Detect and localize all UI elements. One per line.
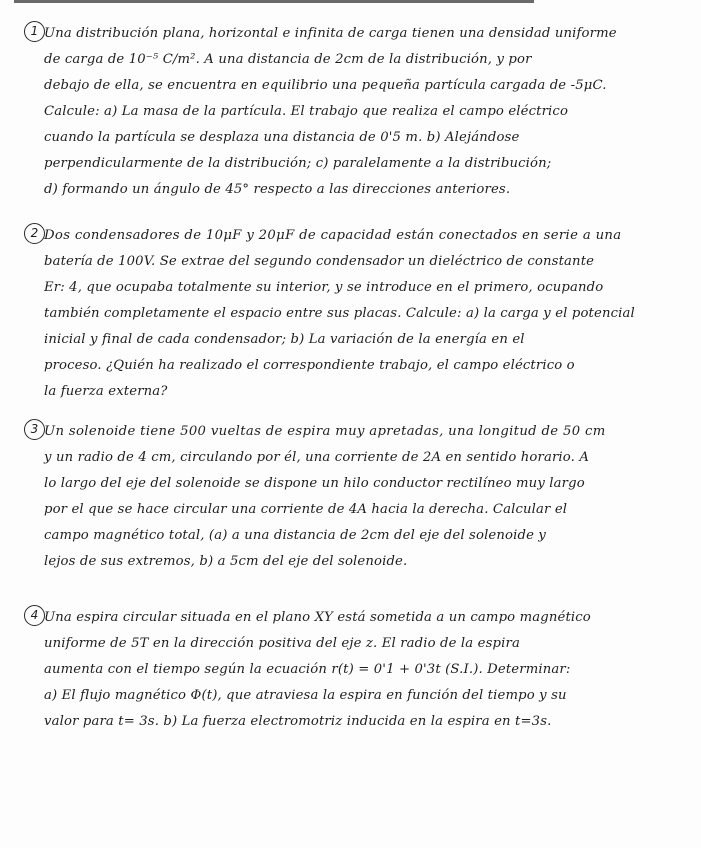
- problem-line: Dos condensadores de 10μF y 20μF de capacidad están conectados en serie a una: [44, 228, 622, 243]
- problem-4: [30, 605, 684, 735]
- problem-line: perpendicularmente de la distribución; c) paralelamente a la distribución;: [44, 156, 552, 171]
- problem-line: por el que se hace circular una corriente de 4A hacia la derecha. Calcular el: [44, 502, 568, 517]
- problem-line: valor para t= 3s. b) La fuerza electromotriz inducida en la espira en t=3s.: [44, 714, 552, 729]
- problem-line: aumenta con el tiempo según la ecuación r(t) = 0'1 + 0'3t (S.I.). Determinar:: [44, 662, 571, 677]
- problem-line: lejos de sus extremos, b) a 5cm del eje del solenoide.: [44, 554, 408, 569]
- problem-number: 1: [24, 21, 45, 42]
- problem-line: inicial y final de cada condensador; b) La variación de la energía en el: [44, 332, 525, 347]
- problem-line: debajo de ella, se encuentra en equilibrio una pequeña partícula cargada de -5μC.: [44, 78, 607, 93]
- problem-number: 4: [24, 605, 45, 626]
- problem-number: 2: [24, 223, 45, 244]
- problem-number: 3: [24, 419, 45, 440]
- problem-line: la fuerza externa?: [44, 384, 168, 399]
- problem-line: y un radio de 4 cm, circulando por él, una corriente de 2A en sentido horario. A: [44, 450, 589, 465]
- problem-line: uniforme de 5T en la dirección positiva del eje z. El radio de la espira: [44, 636, 520, 651]
- problem-3: [30, 419, 684, 575]
- problem-line: batería de 100V. Se extrae del segundo condensador un dieléctrico de constante: [44, 254, 595, 269]
- problem-line: a) El flujo magnético Φ(t), que atraviesa la espira en función del tiempo y su: [44, 688, 567, 703]
- problem-line: campo magnético total, (a) a una distancia de 2cm del eje del solenoide y: [44, 528, 546, 543]
- top-rule: [14, 0, 534, 3]
- problem-line: también completamente el espacio entre sus placas. Calcule: a) la carga y el potencial: [44, 306, 635, 321]
- problem-line: proceso. ¿Quién ha realizado el correspondiente trabajo, el campo eléctrico o: [44, 358, 575, 373]
- problem-line: Una espira circular situada en el plano XY está sometida a un campo magnético: [44, 610, 591, 625]
- problem-line: lo largo del eje del solenoide se dispone un hilo conductor rectilíneo muy largo: [44, 476, 585, 491]
- problem-line: Un solenoide tiene 500 vueltas de espira muy apretadas, una longitud de 50 cm: [44, 424, 606, 439]
- problem-line: Una distribución plana, horizontal e infinita de carga tienen una densidad uniforme: [44, 26, 617, 41]
- problem-line: de carga de 10⁻⁵ C/m². A una distancia de 2cm de la distribución, y por: [44, 52, 532, 67]
- problem-1: [30, 21, 684, 203]
- problem-line: d) formando un ángulo de 45° respecto a las direcciones anteriores.: [44, 182, 511, 197]
- problem-line: Er: 4, que ocupaba totalmente su interior, y se introduce en el primero, ocupando: [44, 280, 604, 295]
- problem-line: cuando la partícula se desplaza una distancia de 0'5 m. b) Alejándose: [44, 130, 520, 145]
- problem-line: Calcule: a) La masa de la partícula. El trabajo que realiza el campo eléctrico: [44, 104, 569, 119]
- problem-2: [30, 223, 684, 405]
